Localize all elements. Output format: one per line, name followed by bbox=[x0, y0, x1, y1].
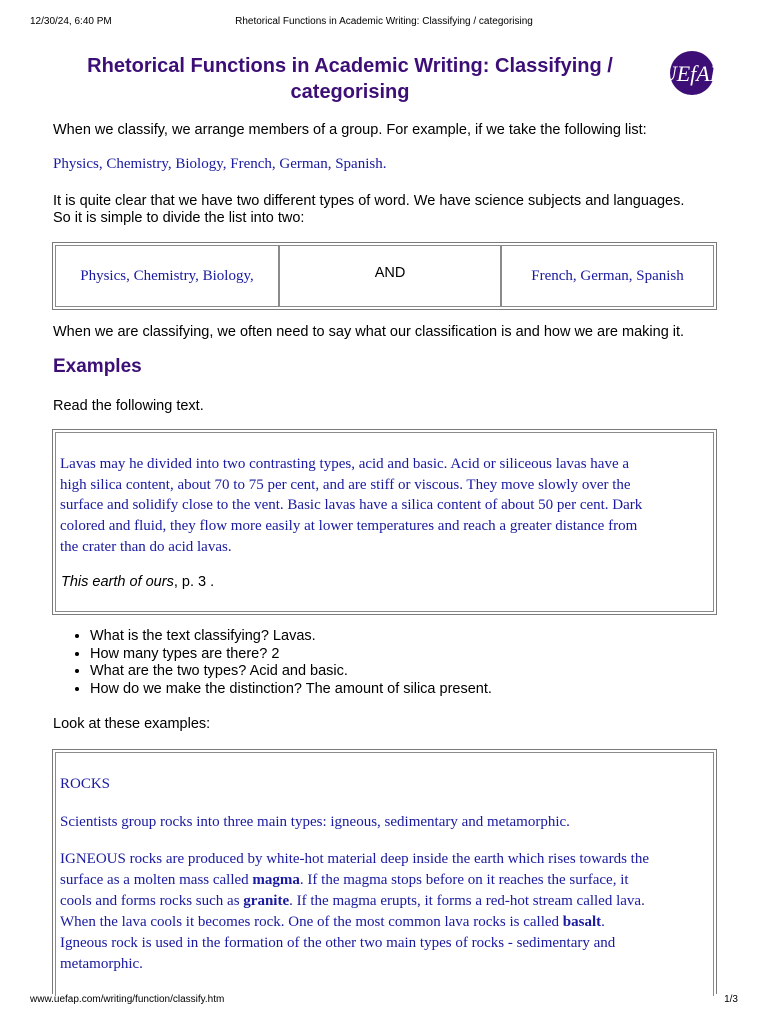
quote-line: surface and solidify close to the vent. Basic lavas have a silica content of about 50 per cent. Dark bbox=[60, 497, 643, 514]
lava-quote bbox=[60, 454, 708, 558]
footer-url[interactable]: www.uefap.com/writing/function/classify.htm bbox=[30, 994, 225, 1005]
quote-line: high silica content, about 70 to 75 per cent, and are stiff or viscous. They move slowly over the bbox=[60, 476, 631, 493]
table-cell-sciences bbox=[55, 245, 279, 307]
print-footer bbox=[0, 994, 768, 1008]
sciences-text: Physics, Chemistry, Biology, bbox=[80, 267, 254, 284]
term-basalt: basalt bbox=[562, 914, 602, 930]
classification-note: When we are classifying, we often need to say what our classification is and how we are making it. bbox=[53, 324, 685, 340]
intro-paragraph: When we classify, we arrange members of a group. For example, if we take the following list: bbox=[53, 122, 647, 138]
look-instruction: Look at these examples: bbox=[53, 716, 211, 732]
quote-source bbox=[61, 574, 214, 591]
print-doc-title: Rhetorical Functions in Academic Writing: Classifying / categorising bbox=[235, 16, 533, 27]
term-granite: granite bbox=[243, 893, 290, 909]
table-cell-languages bbox=[501, 245, 714, 307]
rocks-intro: Scientists group rocks into three main types: igneous, sedimentary and metamorphic. bbox=[60, 814, 570, 830]
list-item: • What is the text classifying? Lavas. bbox=[90, 628, 492, 646]
quote-line: colored and fluid, they flow more easily at lower temperatures and reach a greater distance from bbox=[60, 518, 638, 535]
list-item: • How many types are there? 2 bbox=[90, 646, 492, 664]
question-list bbox=[50, 628, 492, 698]
languages-text: French, German, Spanish bbox=[531, 267, 684, 284]
quote-line: the crater than do acid lavas. bbox=[60, 538, 232, 555]
read-instruction: Read the following text. bbox=[53, 398, 204, 414]
logo-text: UEfAP bbox=[663, 61, 721, 86]
page-title-line2: categorising bbox=[290, 81, 410, 103]
classification-table bbox=[52, 242, 717, 310]
list-item: • What are the two types? Acid and basic. bbox=[90, 663, 492, 681]
explanation-line2: So it is simple to divide the list into two: bbox=[53, 210, 305, 226]
source-title: This earth of ours bbox=[61, 574, 174, 590]
examples-heading: Examples bbox=[53, 356, 142, 377]
print-header bbox=[0, 16, 768, 30]
footer-page-number: 1/3 bbox=[724, 994, 738, 1005]
table-cell-and bbox=[279, 245, 501, 307]
igneous-line: cools and forms rocks such as granite. If the magma erupts, it forms a red-hot stream called lava. bbox=[60, 893, 645, 909]
page-title-line1: Rhetorical Functions in Academic Writing: Classifying / bbox=[87, 55, 613, 77]
explanation-line1: It is quite clear that we have two different types of word. We have science subjects and languages. bbox=[53, 193, 685, 209]
igneous-line: IGNEOUS rocks are produced by white-hot material deep inside the earth which rises towards the bbox=[60, 851, 649, 867]
igneous-line: surface as a molten mass called magma. If the magma stops before on it reaches the surface, it bbox=[60, 872, 629, 888]
rocks-heading: ROCKS bbox=[60, 776, 111, 792]
uefap-logo[interactable] bbox=[663, 48, 721, 98]
igneous-line: metamorphic. bbox=[60, 956, 143, 972]
igneous-paragraph bbox=[60, 849, 714, 975]
subject-list: Physics, Chemistry, Biology, French, German, Spanish. bbox=[53, 156, 387, 172]
source-page: , p. 3 . bbox=[173, 574, 215, 590]
page-title bbox=[50, 53, 650, 105]
quote-line: Lavas may he divided into two contrasting types, acid and basic. Acid or siliceous lavas have a bbox=[60, 456, 630, 472]
igneous-line: Igneous rock is used in the formation of the other two main types of rocks - sedimentary and bbox=[60, 935, 616, 951]
term-magma: magma bbox=[252, 872, 300, 888]
print-datetime: 12/30/24, 6:40 PM bbox=[30, 16, 112, 27]
igneous-line: When the lava cools it becomes rock. One of the most common lava rocks is called basalt. bbox=[60, 914, 605, 930]
and-text: AND bbox=[374, 265, 406, 281]
list-item: • How do we make the distinction? The amount of silica present. bbox=[90, 681, 492, 699]
